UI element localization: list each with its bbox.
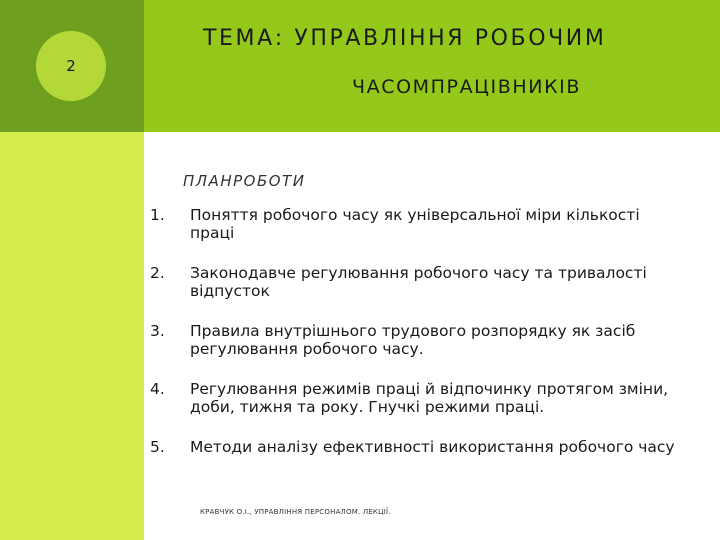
- sidebar-bottom-panel: [0, 132, 144, 540]
- plan-item: [150, 322, 680, 358]
- title-line-1: ТЕМА: УПРАВЛІННЯ РОБОЧИМ: [203, 26, 607, 51]
- plan-item-number: 3.: [150, 322, 165, 340]
- header-banner: [144, 0, 720, 132]
- plan-item-text: Методи аналізу ефективності використання робочого часу: [190, 438, 675, 456]
- plan-item-text: Регулювання режимів праці й відпочинку протягом зміни, доби, тижня та року. Гнучкі режими праці.: [190, 380, 669, 416]
- plan-item: [150, 438, 680, 456]
- plan-item-number: 5.: [150, 438, 165, 456]
- title-line-2: ЧАСОМПРАЦІВНИКІВ: [352, 76, 581, 98]
- plan-list: [150, 206, 680, 478]
- plan-item-number: 2.: [150, 264, 165, 282]
- footer-credit: КРАВЧУК О.І., УПРАВЛІННЯ ПЕРСОНАЛОМ. ЛЕКЦІЇ.: [200, 508, 391, 516]
- plan-item-number: 1.: [150, 206, 165, 224]
- plan-heading: ПЛАНРОБОТИ: [183, 172, 306, 190]
- plan-item-text: Законодавче регулювання робочого часу та тривалості відпусток: [190, 264, 647, 300]
- slide-number: 2: [66, 57, 76, 75]
- plan-item: [150, 264, 680, 300]
- plan-item: [150, 206, 680, 242]
- plan-item-text: Поняття робочого часу як універсальної міри кількості праці: [190, 206, 640, 242]
- plan-item-number: 4.: [150, 380, 165, 398]
- plan-item: [150, 380, 680, 416]
- slide-number-badge: [36, 31, 106, 101]
- plan-item-text: Правила внутрішнього трудового розпорядку як засіб регулювання робочого часу.: [190, 322, 636, 358]
